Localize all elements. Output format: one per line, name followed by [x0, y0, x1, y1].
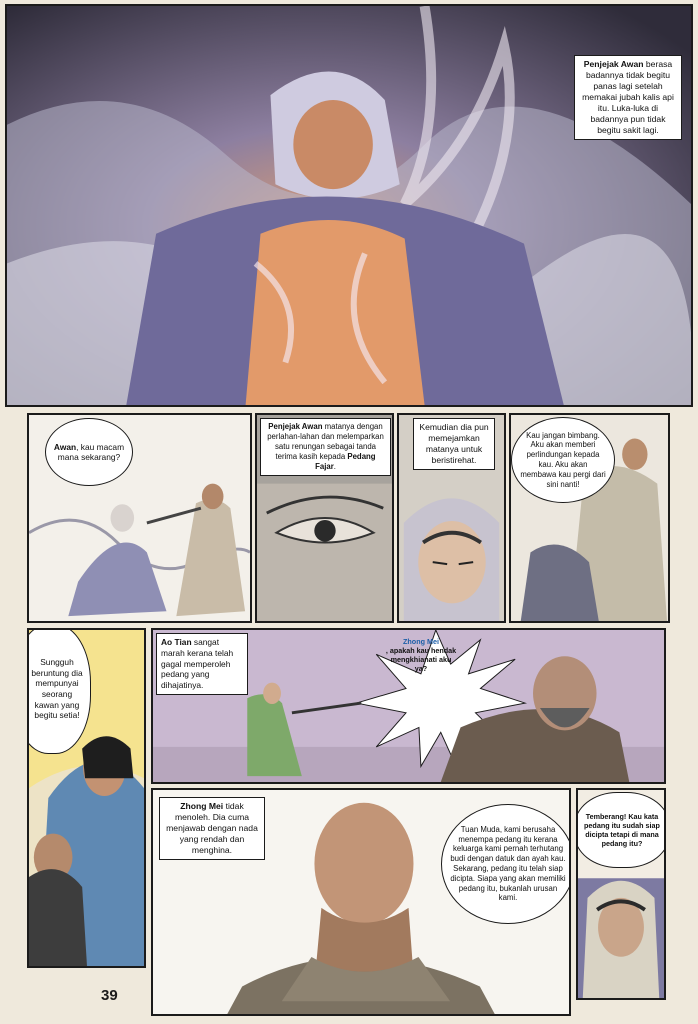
speech-bubble: [441, 804, 571, 924]
caption-text: sangat marah kerana telah gagal memperoleh pedang yang dihajatinya.: [161, 637, 234, 691]
bubble-text: Temberang! Kau kata pedang itu sudah siap dicipta tetapi di mana pedang itu?: [584, 812, 660, 848]
panel-hooded-warrior: [5, 4, 693, 407]
panel-awan-injured: [27, 413, 252, 623]
bubble-text: Sungguh beruntung dia mempunyai seorang kawan yang begitu setia!: [31, 657, 83, 721]
narration-caption: [574, 55, 682, 140]
narration-caption: [413, 418, 495, 470]
speech-bubble: [45, 418, 133, 486]
character-name: Zhong Mei: [180, 801, 224, 811]
caption-text: Kemudian dia pun memejamkan matanya untuk beristirehat.: [419, 422, 489, 465]
panel-resting-face: [397, 413, 506, 623]
panel-ao-tian-angry: [151, 628, 666, 784]
character-name: Penjejak Awan: [268, 422, 323, 431]
panel-zhong-mei-replies: [151, 788, 571, 1016]
bubble-text: Kau jangan bimbang. Aku akan memberi perlindungan kepada kau. Aku akan membawa kau pergi dari sini nanti!: [520, 430, 606, 489]
character-name: Penjejak Awan: [583, 59, 644, 69]
character-name: Ao Tian: [161, 637, 192, 647]
narration-caption: [159, 797, 265, 860]
burst-text: , apakah kau hendak mengkhianati aku ya?: [385, 646, 457, 673]
character-name: Pedang Fajar: [315, 452, 376, 471]
bubble-text: Tuan Muda, kami berusaha menempa pedang itu kerana keluarga kami pernah terhutang budi dengan datuk dan ayah kau. Sekarang, pedang itu telah siap dicipta. Siapa yang akan memiliki pedang itu, bukanlah urusan kami.: [450, 824, 566, 903]
narration-caption: [156, 633, 248, 695]
caption-text: matanya dengan perlahan-lahan dan melemparkan satu renungan sebagai tanda terima kasih kepada: [267, 422, 384, 461]
caption-text: berasa badannya tidak begitu panas lagi setelah memakai jubah kalis api itu. Luka-luka di badannya pun tidak begitu sakit lagi.: [582, 59, 674, 135]
panel-eye-closeup: [255, 413, 394, 623]
page-number: 39: [101, 987, 118, 1004]
speech-bubble: [576, 792, 666, 868]
speech-bubble: [27, 628, 91, 754]
shout-burst: [385, 637, 457, 673]
character-name: Awan: [53, 441, 77, 452]
panel-loyal-friend: [27, 628, 146, 968]
panel-temberang: [576, 788, 666, 1000]
panel-companion-reassures: [509, 413, 670, 623]
speech-bubble: [511, 417, 615, 503]
character-name: Zhong Mei: [403, 637, 439, 646]
caption-text: tidak menoleh. Dia cuma menjawab dengan nada yang rendah dan menghina.: [166, 801, 258, 855]
narration-caption: Penjejak Awan matanya dengan perlahan-lahan dan melemparkan satu renungan sebagai tanda terima kasih kepada Pedang Fajar.: [260, 418, 391, 476]
bubble-text: , kau macam mana sekarang?: [57, 441, 125, 462]
